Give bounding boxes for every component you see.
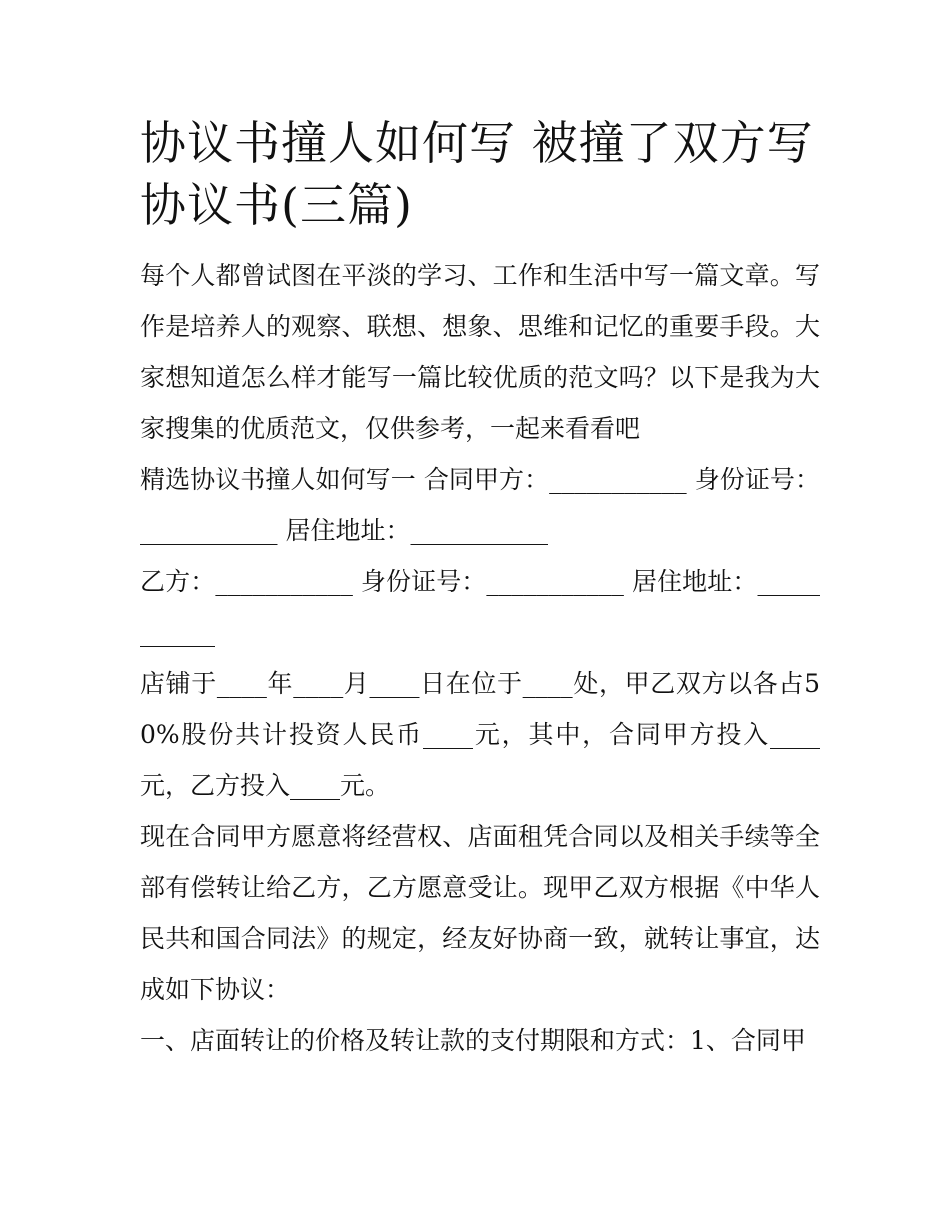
investment-paragraph: 店铺于____年____月____日在位于____处，甲乙双方以各占50%股份共计投资人民币____元，其中，合同甲方投入____元，乙方投入____元。 (140, 669, 820, 800)
party-a-paragraph: 精选协议书撞人如何写一 合同甲方：___________ 身份证号：___________ 居住地址：___________ (140, 465, 820, 545)
transfer-paragraph: 现在合同甲方愿意将经营权、店面租凭合同以及相关手续等全部有偿转让给乙方，乙方愿意受让。现甲乙双方根据《中华人民共和国合同法》的规定，经友好协商一致，就转让事宜，达成如下协议： (140, 822, 820, 1004)
clause-one-paragraph: 一、店面转让的价格及转让款的支付期限和方式：1、合同甲 (140, 1026, 806, 1055)
party-b-paragraph: 乙方：___________ 身份证号：___________ 居住地址：___________ (140, 567, 820, 647)
intro-paragraph: 每个人都曾试图在平淡的学习、工作和生活中写一篇文章。写作是培养人的观察、联想、想象、思维和记忆的重要手段。大家想知道怎么样才能写一篇比较优质的范文吗？以下是我为大家搜集的优质范文，仅供参考，一起来看看吧 (140, 261, 820, 443)
document-page (140, 112, 820, 1066)
document-title: 协议书撞人如何写 被撞了双方写协议书(三篇) (140, 116, 814, 232)
